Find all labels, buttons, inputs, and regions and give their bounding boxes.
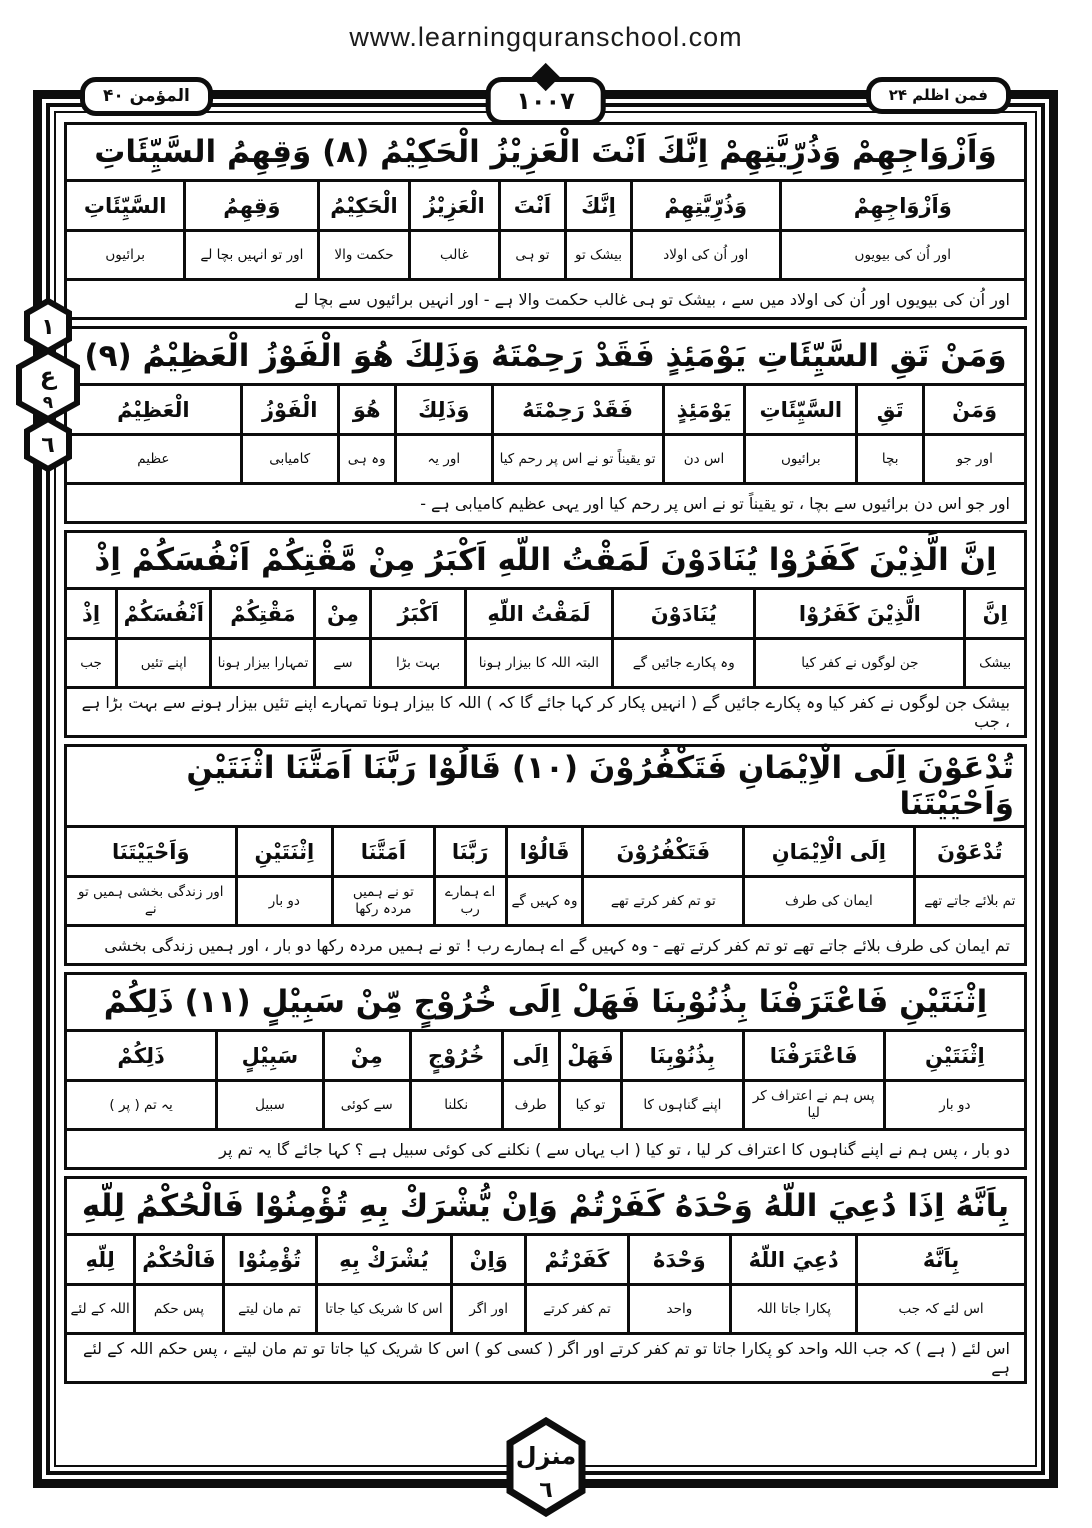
word-urdu: پس حکم (153, 1300, 204, 1317)
word-arabic: وَحْدَهُ (630, 1236, 729, 1286)
verse-block-4 (64, 744, 1027, 966)
word-urdu: اور جو (956, 450, 993, 467)
svg-text:ع: ع (39, 362, 57, 390)
word-arabic: اِنَّكَ (567, 182, 630, 232)
verse-block-2 (64, 326, 1027, 524)
word-urdu: غالب (440, 246, 469, 263)
word-urdu: تمہارا بیزار ہونا (217, 654, 309, 671)
word-column (408, 182, 498, 278)
ayah-line: اِثْنَتَيْنِ فَاعْتَرَفْنَا بِذُنُوْبِنَا فَهَلْ اِلَى خُرُوْجٍ مِّنْ سَبِيْلٍ (١١) ذَلِكُمْ (64, 972, 1027, 1032)
word-urdu: بچا (881, 450, 899, 467)
word-column (133, 1236, 221, 1332)
svg-text:٦: ٦ (41, 433, 55, 458)
word-column (115, 590, 209, 686)
word-column (222, 1236, 315, 1332)
word-table (64, 383, 1027, 485)
word-column (498, 182, 564, 278)
word-urdu: تو تم کفر کرتے تھے (610, 892, 716, 909)
word-arabic: اِذْ (67, 590, 115, 640)
word-column (67, 590, 115, 686)
word-column (183, 182, 317, 278)
word-urdu: سے (333, 654, 353, 671)
ruku-number-medallion (23, 298, 73, 354)
running-translation: تم ایمان کی طرف بلائے جاتے تھے تو تم کفر کرتے تھے - وہ کہیں گے اے ہمارے رب ! تو نے ہمیں مردہ رکھا دو بار ، اور ہمیں زندگی بخشی (64, 924, 1027, 966)
word-urdu: کامیابی (269, 450, 311, 467)
ayah-line: اِنَّ الَّذِيْنَ كَفَرُوْا يُنَادَوْنَ لَمَقْتُ اللّهِ اَكْبَرُ مِنْ مَّقْتِكُمْ اَنْفُسَكُمْ اِذْ (64, 530, 1027, 590)
word-column (779, 182, 1024, 278)
svg-text:٦: ٦ (538, 1478, 553, 1503)
word-urdu: اور اُن کی بیویوں (854, 246, 951, 263)
word-column (662, 386, 744, 482)
word-arabic: رَبَّنَا (436, 828, 505, 878)
word-urdu: بہت بڑا (395, 654, 441, 671)
word-arabic: اِنَّ (966, 590, 1024, 640)
svg-text:٩: ٩ (42, 393, 54, 413)
word-column (313, 590, 369, 686)
running-translation: اس لئے ( ہے ) کہ جب اللہ واحد کو پکارا جاتا تو تم کفر کرتے اور اگر ( کسی کو ) اس کا شریک کیا جاتا تو تم مان لیتے ، پس حکم اللہ کے لئے ہے (64, 1332, 1027, 1384)
word-urdu: تم بلائے جاتے تھے (924, 892, 1016, 909)
surah-name-cartouche: المؤمن ۴۰ (80, 77, 213, 116)
ruku-margin-marks (15, 304, 81, 466)
word-arabic: تَقِ (858, 386, 922, 436)
word-column (558, 1032, 620, 1128)
word-arabic: وَاِنْ (453, 1236, 524, 1286)
word-column (67, 1032, 215, 1128)
word-arabic: تُدْعَوْنَ (916, 828, 1024, 878)
word-urdu: اور اُن کی اولاد (663, 246, 749, 263)
word-table (64, 1029, 1027, 1131)
word-urdu: پکارا جاتا اللہ (756, 1300, 832, 1317)
word-column (627, 1236, 729, 1332)
word-arabic: الْعَظِيْمُ (67, 386, 240, 436)
word-urdu: تو ہی (515, 246, 550, 263)
word-arabic: فَالْحُكْمُ (136, 1236, 221, 1286)
word-arabic: مِنْ (316, 590, 369, 640)
word-urdu: واحد (666, 1300, 693, 1317)
word-urdu: اللہ کے لئے (70, 1300, 130, 1317)
word-column (505, 828, 582, 924)
word-column (67, 386, 240, 482)
word-arabic: الْفَوْزُ (243, 386, 337, 436)
word-column (315, 1236, 451, 1332)
page-frame (33, 86, 1058, 1503)
word-urdu: تم مان لیتے (238, 1300, 301, 1317)
word-column (630, 182, 779, 278)
word-arabic: بِذُنُوْبِنَا (623, 1032, 741, 1082)
word-urdu: طرف (514, 1096, 547, 1113)
word-urdu: عظیم (137, 450, 170, 467)
word-arabic: اِثْنَتَيْنِ (886, 1032, 1024, 1082)
word-urdu: دو بار (268, 892, 300, 909)
site-url-text: www.learningquranschool.com (349, 22, 743, 52)
word-arabic: وَذَلِكَ (397, 386, 491, 436)
word-arabic: اَمَتَّنَا (334, 828, 433, 878)
word-urdu: البتہ اللہ کا بیزار ہونا (478, 654, 599, 671)
word-arabic: الْحَكِيْمُ (320, 182, 407, 232)
word-arabic: فَقَدْ رَحِمْتَهُ (494, 386, 662, 436)
word-urdu: اس لئے کہ جب (898, 1300, 984, 1317)
word-arabic: فَهَلْ (561, 1032, 620, 1082)
word-column (922, 386, 1024, 482)
inner-border (46, 103, 1045, 1475)
word-arabic: اِلَى (504, 1032, 558, 1082)
word-column (611, 590, 753, 686)
verse-block-6 (64, 1176, 1027, 1384)
word-arabic: سَبِيْلٍ (218, 1032, 322, 1082)
word-urdu: برائیوں (105, 246, 146, 263)
svg-text:١: ١ (41, 315, 55, 340)
word-urdu: تو نے ہمیں مردہ رکھا (352, 884, 414, 917)
word-urdu: اور اگر (469, 1300, 509, 1317)
word-urdu: اور تو انہیں بچا لے (200, 246, 304, 263)
word-urdu: اور یہ (427, 450, 461, 467)
word-column (409, 1032, 501, 1128)
word-urdu: ایمان کی طرف (784, 892, 873, 909)
word-arabic: وَقِهِمُ (186, 182, 317, 232)
word-urdu: اس کا شریک کیا جاتا (325, 1300, 443, 1317)
word-arabic: خُرُوْجٍ (412, 1032, 501, 1082)
manzil-medallion (504, 1417, 588, 1521)
word-arabic: اِثْنَتَيْنِ (238, 828, 332, 878)
ayah-line: تُدْعَوْنَ اِلَى الْاِيْمَانِ فَتَكْفُرُوْنَ (١٠) قَالُوْا رَبَّنَا اَمَتَّنَا اثْنَتَيْنِ وَاَحْيَيْتَنَا (64, 744, 1027, 828)
word-urdu: جب (80, 654, 102, 671)
word-column (913, 828, 1024, 924)
word-column (855, 386, 922, 482)
word-column (524, 1236, 626, 1332)
word-column (369, 590, 463, 686)
word-arabic: لَمَقْتُ اللّهِ (467, 590, 611, 640)
word-urdu: برائیوں (780, 450, 821, 467)
content-area (54, 111, 1037, 1467)
word-urdu: تو یقیناً تو نے اس پر رحم کیا (499, 450, 656, 467)
word-arabic: اَكْبَرُ (372, 590, 463, 640)
word-arabic: كَفَرْتُمْ (527, 1236, 626, 1286)
word-urdu: اور زندگی بخشی ہمیں تو نے (77, 884, 224, 917)
ruku-ain-medallion (15, 348, 81, 422)
word-table (64, 1233, 1027, 1335)
word-column (209, 590, 313, 686)
word-column (491, 386, 662, 482)
word-arabic: اَنْتَ (501, 182, 564, 232)
word-urdu: سبیل (255, 1096, 285, 1113)
word-column (729, 1236, 855, 1332)
word-arabic: فَاعْتَرَفْنَا (745, 1032, 883, 1082)
word-column (67, 182, 183, 278)
word-arabic: وَاَحْيَيْتَنَا (67, 828, 235, 878)
word-column (581, 828, 742, 924)
verse-block-5 (64, 972, 1027, 1170)
word-arabic: فَتَكْفُرُوْنَ (584, 828, 742, 878)
word-arabic: بِاَنَّهُ (858, 1236, 1024, 1286)
word-urdu: اپنے گناہوں کا (643, 1096, 722, 1113)
word-arabic: يَوْمَئِذٍ (665, 386, 744, 436)
word-arabic: وَمَنْ (925, 386, 1024, 436)
word-urdu: وہ کہیں گے (511, 892, 578, 909)
word-table (64, 587, 1027, 689)
word-arabic: قَالُوْا (508, 828, 582, 878)
verse-block-1 (64, 122, 1027, 320)
word-urdu: حکمت والا (334, 246, 394, 263)
verse-block-3 (64, 530, 1027, 738)
word-column (317, 182, 407, 278)
word-column (337, 386, 394, 482)
word-arabic: وَذُرِّيَّتِهِمْ (633, 182, 779, 232)
running-translation: بیشک جن لوگوں نے کفر کیا وہ پکارے جائیں گے ( انہیں پکار کر کہا جائے گا کہ ) اللہ کا بیزار ہونا تمہارے اپنے تئیں بیزار ہونے سے بہت بڑا ہے ، جب (64, 686, 1027, 738)
word-urdu: پس ہم نے اعتراف کر لیا (752, 1088, 875, 1121)
ayah-line: وَاَزْوَاجِهِمْ وَذُرِّيَّتِهِمْ اِنَّكَ اَنْتَ الْعَزِيْزُ الْحَكِيْمُ (٨) وَقِهِمُ السَّيِّئَاتِ (64, 122, 1027, 182)
word-column (464, 590, 611, 686)
word-column (501, 1032, 558, 1128)
word-column (620, 1032, 741, 1128)
word-arabic: مَقْتِكُمْ (212, 590, 313, 640)
word-urdu: جن لوگوں نے کفر کیا (801, 654, 919, 671)
word-column (322, 1032, 409, 1128)
word-column (963, 590, 1024, 686)
word-arabic: لِلّهِ (67, 1236, 133, 1286)
word-table (64, 825, 1027, 927)
word-column (450, 1236, 524, 1332)
word-column (742, 1032, 883, 1128)
word-column (67, 828, 235, 924)
word-arabic: ذَلِكُمْ (67, 1032, 215, 1082)
word-column (394, 386, 491, 482)
ayah-line: بِاَنَّهُ اِذَا دُعِيَ اللّهُ وَحْدَهُ كَفَرْتُمْ وَاِنْ يُّشْرَكْ بِهِ تُؤْمِنُوْا فَالْحُكْمُ لِلّهِ (64, 1176, 1027, 1236)
svg-text:منزل: منزل (515, 1442, 576, 1470)
word-arabic: دُعِيَ اللّهُ (732, 1236, 855, 1286)
word-urdu: نکلنا (444, 1096, 469, 1113)
word-arabic: السَّيِّئَاتِ (67, 182, 183, 232)
word-arabic: يُنَادَوْنَ (614, 590, 753, 640)
word-table (64, 179, 1027, 281)
word-arabic: وَاَزْوَاجِهِمْ (782, 182, 1024, 232)
word-column (855, 1236, 1024, 1332)
word-column (235, 828, 332, 924)
word-column (433, 828, 505, 924)
word-arabic: السَّيِّئَاتِ (746, 386, 855, 436)
word-arabic: اَنْفُسَكُمْ (118, 590, 209, 640)
word-urdu: اس دن (683, 450, 725, 467)
word-urdu: تم کفر کرتے (543, 1300, 611, 1317)
word-urdu: اے ہمارے رب (445, 884, 496, 917)
word-column (742, 828, 913, 924)
word-column (564, 182, 630, 278)
word-arabic: هُوَ (340, 386, 394, 436)
word-column (215, 1032, 322, 1128)
word-arabic: اِلَى الْاِيْمَانِ (745, 828, 913, 878)
juz-ruku-medallion (23, 416, 73, 472)
word-column (743, 386, 855, 482)
word-urdu: سے کوئی (340, 1096, 393, 1113)
word-arabic: الَّذِيْنَ كَفَرُوْا (756, 590, 963, 640)
running-translation: اور جو اس دن برائیوں سے بچا ، تو یقیناً تو نے اس پر رحم کیا اور یہی عظیم کامیابی ہے - (64, 482, 1027, 524)
word-column (883, 1032, 1024, 1128)
word-urdu: وہ ہی (347, 450, 386, 467)
juz-name-cartouche: فمن اظلم ۲۴ (866, 77, 1011, 114)
word-urdu: وہ پکارے جائیں گے (632, 654, 735, 671)
running-translation: دو بار ، پس ہم نے اپنے گناہوں کا اعتراف کر لیا ، تو کیا ( اب یہاں سے ) نکلنے کی کوئی سبیل ہے ؟ کہا جائے گا یہ تم پر (64, 1128, 1027, 1170)
running-translation: اور اُن کی بیویوں اور اُن کی اولاد میں سے ، بیشک تو ہی غالب حکمت والا ہے - اور انہیں برائیوں سے بچا لے (64, 278, 1027, 320)
word-urdu: دو بار (939, 1096, 971, 1113)
word-urdu: تو کیا (575, 1096, 606, 1113)
word-urdu: بیشک (979, 654, 1012, 671)
ayah-line: وَمَنْ تَقِ السَّيِّئَاتِ يَوْمَئِذٍ فَقَدْ رَحِمْتَهُ وَذَلِكَ هُوَ الْفَوْزُ الْعَظِيْمُ (٩) (64, 326, 1027, 386)
word-urdu: بیشک تو (575, 246, 622, 263)
page-number-cartouche: ١٠٠٧ (485, 77, 606, 125)
word-column (753, 590, 963, 686)
word-urdu: یہ تم ( پر ) (109, 1096, 173, 1113)
word-column (67, 1236, 133, 1332)
word-arabic: تُؤْمِنُوْا (225, 1236, 315, 1286)
word-urdu: اپنے تئیں (140, 654, 187, 671)
word-arabic: الْعَزِيْزُ (411, 182, 498, 232)
word-column (240, 386, 337, 482)
word-arabic: يُشْرَكْ بِهِ (318, 1236, 451, 1286)
word-arabic: مِنْ (325, 1032, 409, 1082)
word-column (331, 828, 433, 924)
